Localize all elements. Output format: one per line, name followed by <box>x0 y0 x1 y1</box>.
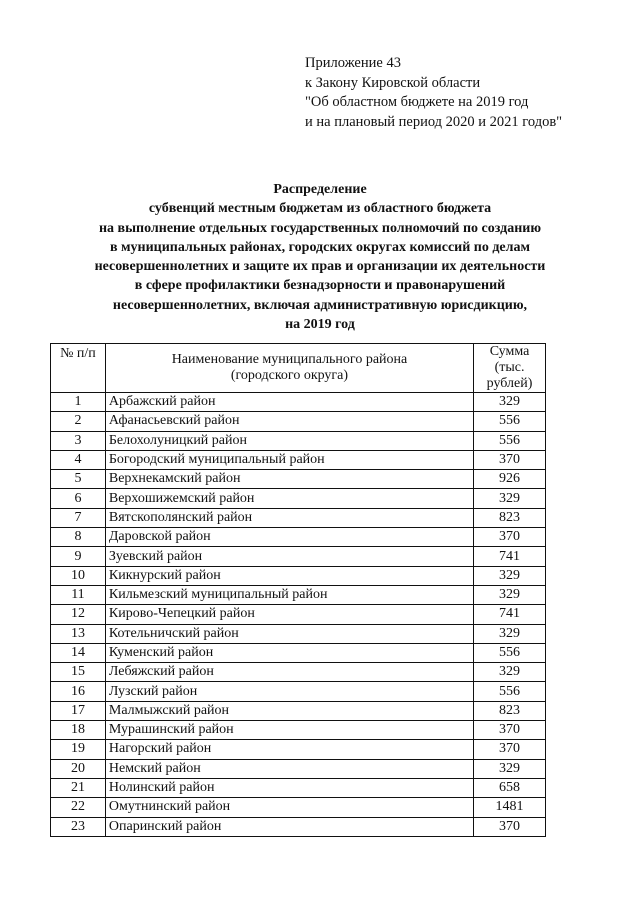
row-amount: 329 <box>474 489 546 508</box>
table-row <box>51 605 546 624</box>
table-row <box>51 701 546 720</box>
title-line: в сфере профилактики безнадзорности и правонарушений <box>134 278 506 294</box>
row-amount: 556 <box>474 682 546 701</box>
table-row <box>51 585 546 604</box>
row-number: 11 <box>51 585 106 604</box>
row-district-name: Верхнекамский район <box>105 470 473 489</box>
row-district-name: Лузский район <box>105 682 473 701</box>
row-district-name: Арбажский район <box>105 393 473 412</box>
title-line: несовершеннолетних, включая административную юрисдикцию, <box>112 297 528 313</box>
row-district-name: Богородский муниципальный район <box>105 450 473 469</box>
row-district-name: Омутнинский район <box>105 798 473 817</box>
row-district-name: Лебяжский район <box>105 663 473 682</box>
table-row <box>51 778 546 797</box>
row-number: 1 <box>51 393 106 412</box>
title-line: на 2019 год <box>285 317 355 333</box>
row-amount: 556 <box>474 412 546 431</box>
row-amount: 741 <box>474 605 546 624</box>
row-number: 19 <box>51 740 106 759</box>
table-row <box>51 759 546 778</box>
header-name-line: (городского округа) <box>230 368 349 383</box>
row-amount: 370 <box>474 817 546 836</box>
row-district-name: Куменский район <box>105 643 473 662</box>
row-number: 9 <box>51 547 106 566</box>
row-amount: 329 <box>474 759 546 778</box>
appendix-line: и на плановый период 2020 и 2021 годов" <box>305 113 563 130</box>
row-district-name: Афанасьевский район <box>105 412 473 431</box>
row-number: 2 <box>51 412 106 431</box>
row-district-name: Котельничский район <box>105 624 473 643</box>
appendix-note <box>305 54 562 132</box>
table-row <box>51 412 546 431</box>
row-district-name: Немский район <box>105 759 473 778</box>
row-district-name: Малмыжский район <box>105 701 473 720</box>
table-row <box>51 508 546 527</box>
row-number: 20 <box>51 759 106 778</box>
row-number: 6 <box>51 489 106 508</box>
table-header-row <box>51 344 546 393</box>
row-amount: 823 <box>474 508 546 527</box>
title-line: на выполнение отдельных государственных полномочий по созданию <box>98 220 542 236</box>
table-row <box>51 682 546 701</box>
table-row <box>51 663 546 682</box>
row-amount: 556 <box>474 431 546 450</box>
table-row <box>51 721 546 740</box>
table-row <box>51 393 546 412</box>
row-district-name: Кирово-Чепецкий район <box>105 605 473 624</box>
table-row <box>51 817 546 836</box>
row-amount: 329 <box>474 566 546 585</box>
row-amount: 926 <box>474 470 546 489</box>
row-number: 21 <box>51 778 106 797</box>
table-row <box>51 450 546 469</box>
header-name-line: Наименование муниципального района <box>171 352 408 367</box>
header-number: № п/п <box>51 344 106 393</box>
header-sum-line: (тыс. рублей) <box>486 360 533 391</box>
title-line: Распределение <box>273 182 367 197</box>
appendix-line: к Закону Кировской области <box>305 74 481 91</box>
table-body <box>51 393 546 837</box>
row-amount: 370 <box>474 721 546 740</box>
row-number: 22 <box>51 798 106 817</box>
appendix-line: Приложение 43 <box>305 55 401 71</box>
row-district-name: Кикнурский район <box>105 566 473 585</box>
row-district-name: Кильмезский муниципальный район <box>105 585 473 604</box>
table-row <box>51 740 546 759</box>
row-number: 5 <box>51 470 106 489</box>
row-number: 17 <box>51 701 106 720</box>
table-row <box>51 547 546 566</box>
row-district-name: Мурашинский район <box>105 721 473 740</box>
row-district-name: Нолинский район <box>105 778 473 797</box>
table-row <box>51 489 546 508</box>
header-sum <box>474 344 546 393</box>
row-number: 12 <box>51 605 106 624</box>
row-amount: 370 <box>474 450 546 469</box>
table-row <box>51 624 546 643</box>
row-district-name: Опаринский район <box>105 817 473 836</box>
row-number: 14 <box>51 643 106 662</box>
row-district-name: Белохолуницкий район <box>105 431 473 450</box>
row-number: 4 <box>51 450 106 469</box>
row-district-name: Нагорский район <box>105 740 473 759</box>
row-amount: 370 <box>474 528 546 547</box>
table-row <box>51 566 546 585</box>
row-amount: 370 <box>474 740 546 759</box>
row-amount: 658 <box>474 778 546 797</box>
title-line: несовершеннолетних и защите их прав и организации их деятельности <box>94 259 546 275</box>
row-number: 18 <box>51 721 106 740</box>
row-number: 7 <box>51 508 106 527</box>
header-sum-line: Сумма <box>489 344 530 359</box>
row-district-name: Даровской район <box>105 528 473 547</box>
document-title <box>40 180 600 334</box>
row-number: 8 <box>51 528 106 547</box>
row-amount: 741 <box>474 547 546 566</box>
table-row <box>51 470 546 489</box>
table-row <box>51 798 546 817</box>
row-district-name: Вятскополянский район <box>105 508 473 527</box>
table-row <box>51 643 546 662</box>
table-row <box>51 431 546 450</box>
subvention-table <box>50 343 546 837</box>
row-number: 13 <box>51 624 106 643</box>
row-amount: 329 <box>474 624 546 643</box>
row-district-name: Верхошижемский район <box>105 489 473 508</box>
title-line: субвенций местным бюджетам из областного бюджета <box>148 201 492 217</box>
row-number: 10 <box>51 566 106 585</box>
row-amount: 329 <box>474 585 546 604</box>
row-number: 3 <box>51 431 106 450</box>
row-amount: 823 <box>474 701 546 720</box>
row-number: 16 <box>51 682 106 701</box>
table-row <box>51 528 546 547</box>
row-number: 23 <box>51 817 106 836</box>
row-number: 15 <box>51 663 106 682</box>
row-amount: 329 <box>474 663 546 682</box>
row-amount: 329 <box>474 393 546 412</box>
title-line: в муниципальных районах, городских округах комиссий по делам <box>109 239 531 255</box>
row-district-name: Зуевский район <box>105 547 473 566</box>
header-name <box>105 344 473 393</box>
row-amount: 1481 <box>474 798 546 817</box>
row-amount: 556 <box>474 643 546 662</box>
appendix-line: "Об областном бюджете на 2019 год <box>305 94 529 110</box>
